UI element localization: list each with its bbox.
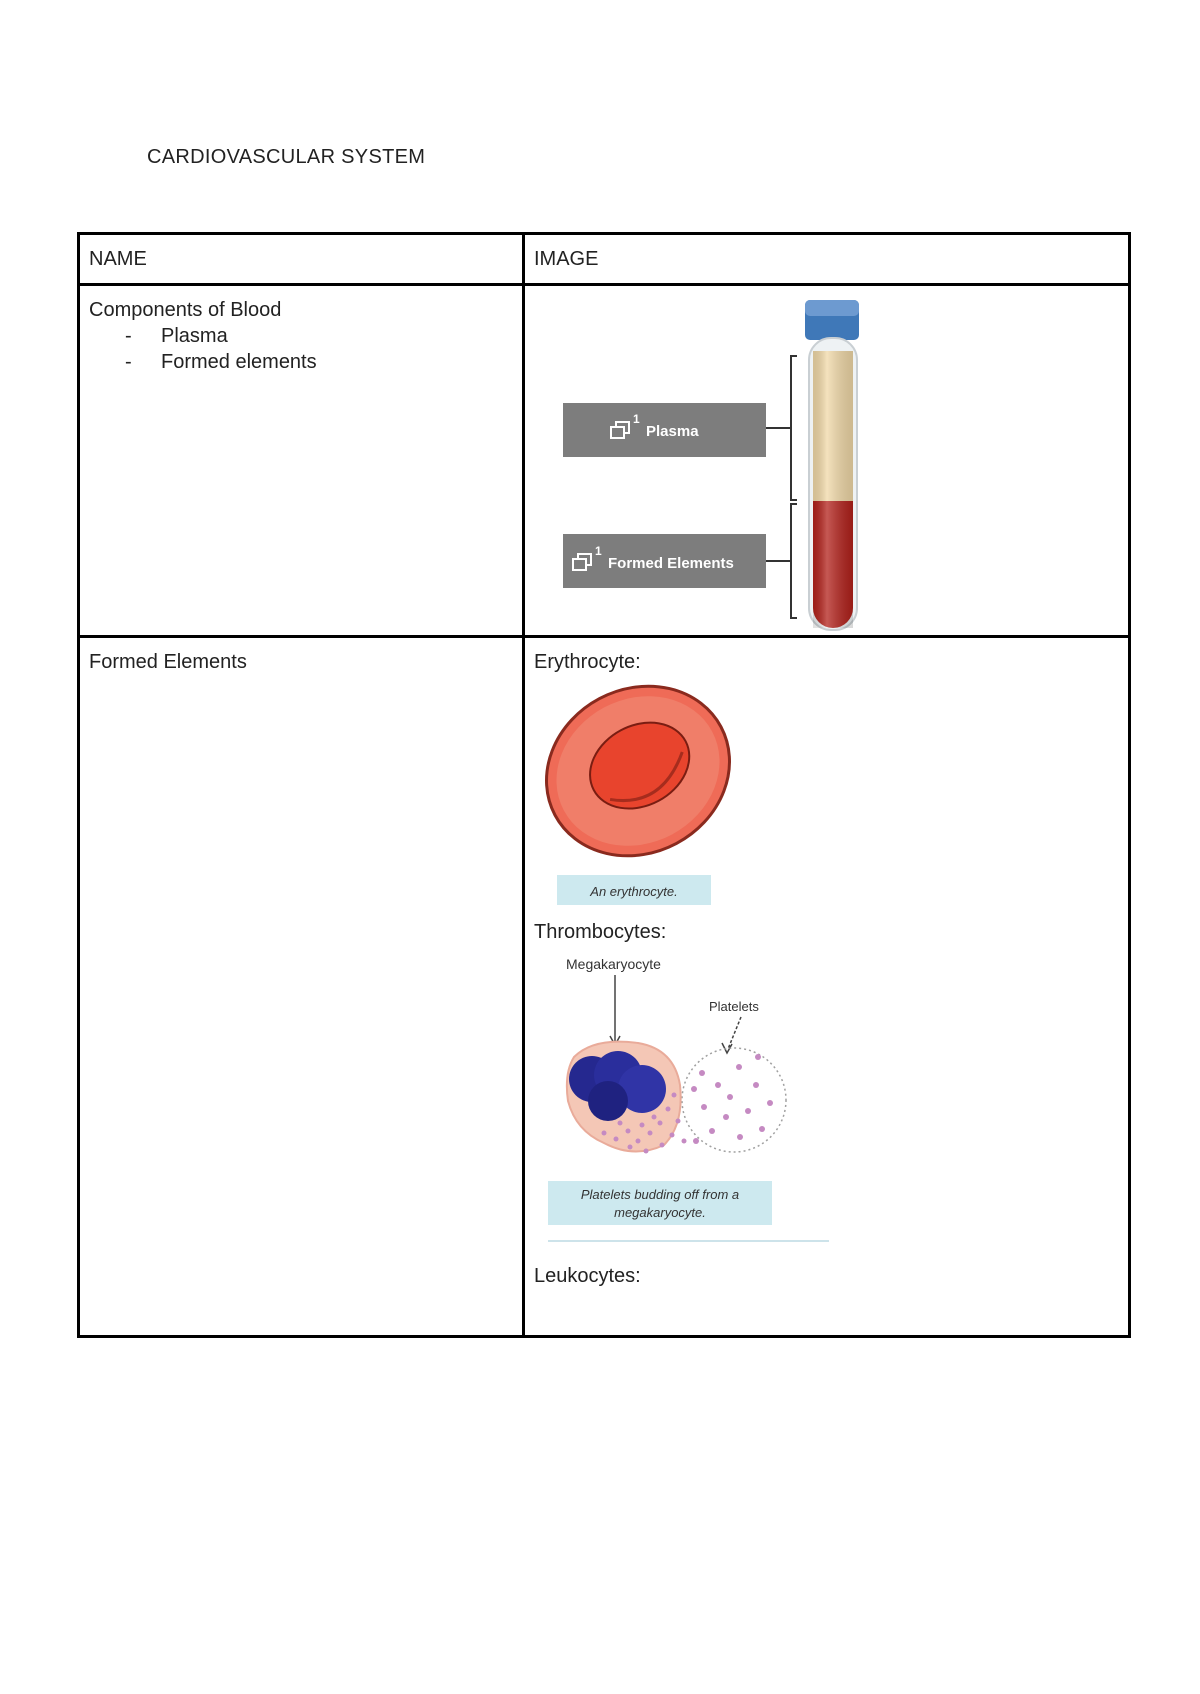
leukocytes-label: Leukocytes: xyxy=(534,1265,641,1287)
thrombocytes-caption: Platelets budding off from a xyxy=(580,1187,740,1202)
table-header-row xyxy=(79,234,1130,285)
content-table xyxy=(77,232,1131,1338)
image-cell xyxy=(524,637,1130,1337)
list-item: - Formed elements xyxy=(125,349,513,375)
plasma-superscript: 1 xyxy=(633,412,640,426)
bracket-formed xyxy=(791,504,797,618)
thrombocytes-label: Thrombocytes: xyxy=(534,921,667,943)
erythrocyte-figure xyxy=(534,675,754,911)
page-title: CARDIOVASCULAR SYSTEM xyxy=(147,146,426,168)
thrombocytes-caption: megakaryocyte. xyxy=(614,1205,706,1220)
thrombocytes-figure xyxy=(534,945,834,1263)
plasma-label: Plasma xyxy=(646,423,699,440)
header-cell-name: NAME xyxy=(79,234,524,285)
formed-superscript: 1 xyxy=(595,544,602,558)
name-cell xyxy=(79,285,524,637)
header-cell-image: IMAGE xyxy=(524,234,1130,285)
erythrocyte-caption: An erythrocyte. xyxy=(590,884,678,899)
bracket-plasma xyxy=(791,356,797,500)
platelet-cluster-outline xyxy=(682,1048,786,1152)
nucleus-lobe xyxy=(588,1081,628,1121)
megakaryocyte-callout: Megakaryocyte xyxy=(566,956,661,972)
components-list xyxy=(89,323,513,375)
erythrocyte-label: Erythrocyte: xyxy=(534,651,641,673)
platelets-callout: Platelets xyxy=(709,999,759,1014)
row-title: Components of Blood xyxy=(89,299,282,321)
table-row xyxy=(79,637,1130,1337)
blood-tube-figure xyxy=(525,286,1159,632)
name-cell: Formed Elements xyxy=(79,637,524,1337)
formed-label: Formed Elements xyxy=(608,555,734,572)
list-item: - Plasma xyxy=(125,323,513,349)
image-cell xyxy=(524,285,1130,637)
table-row xyxy=(79,285,1130,637)
